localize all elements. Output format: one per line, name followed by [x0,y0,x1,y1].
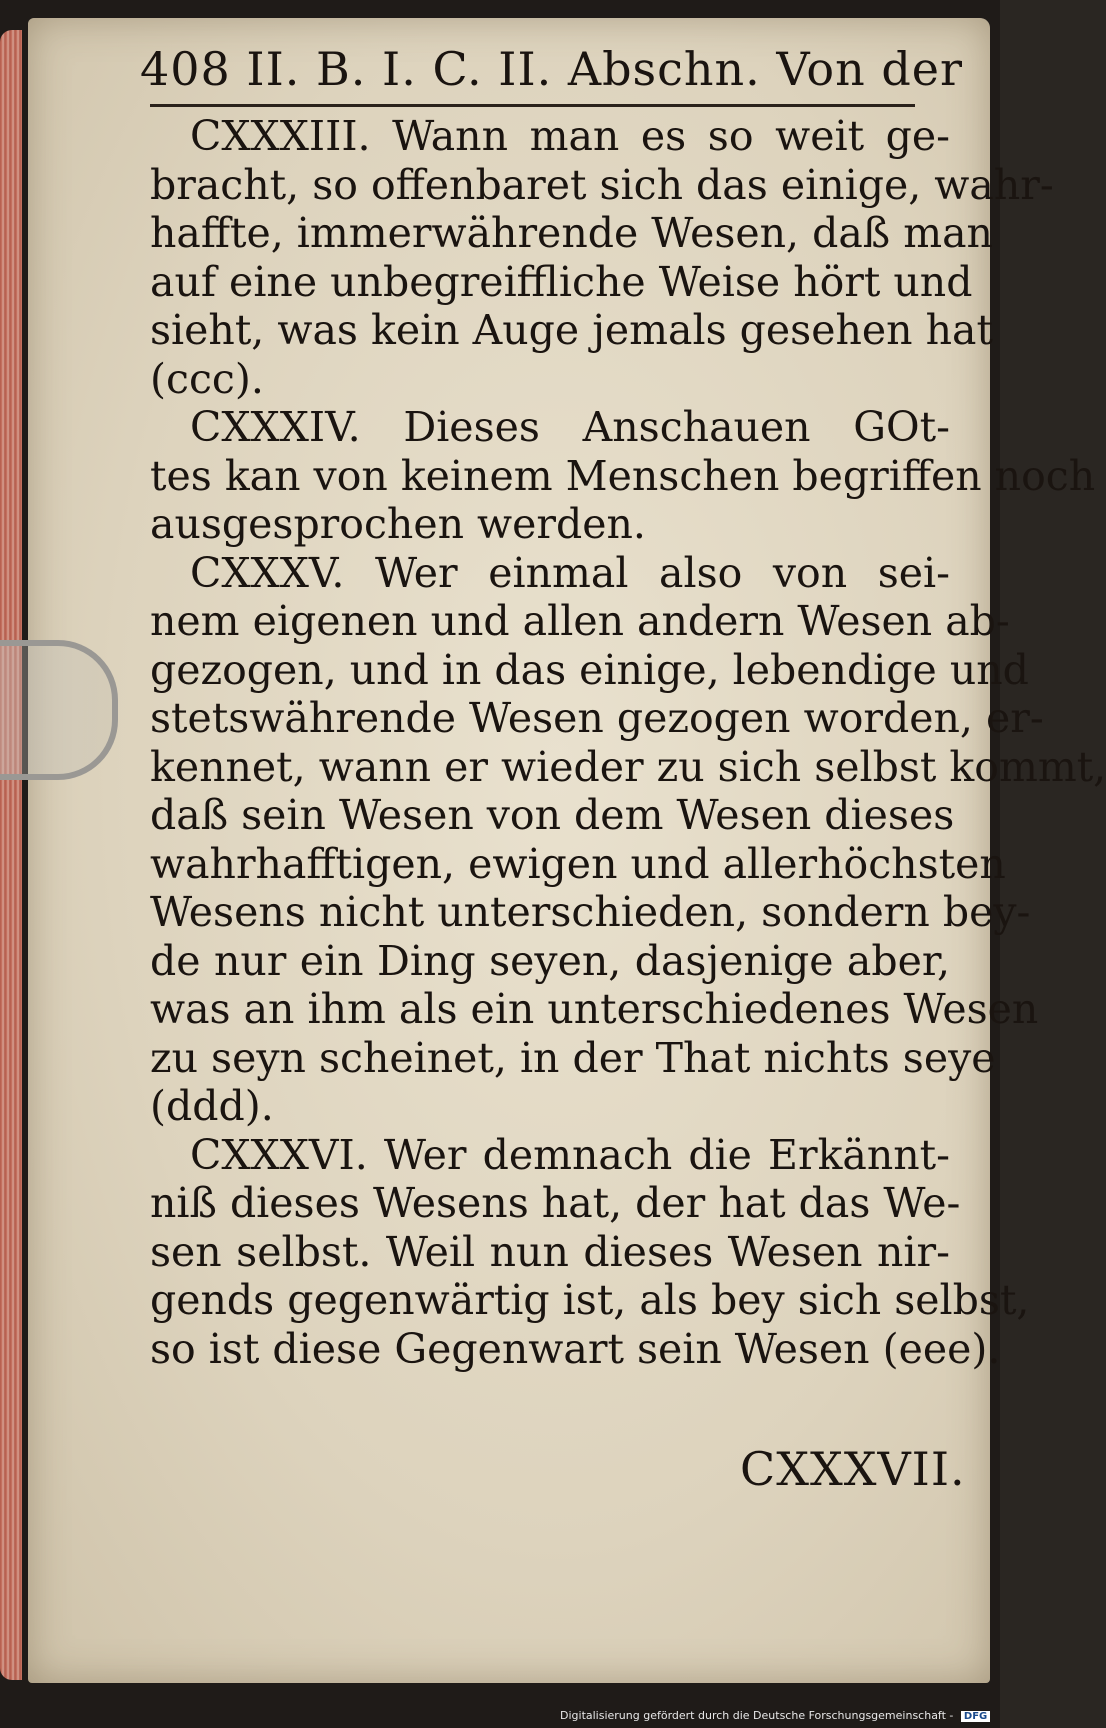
text-line: zu seyn scheinet, in der That nichts seye [150,1033,996,1082]
text-line: auf eine unbegreiffliche Weise hört und [150,257,973,306]
credit-text: Digitalisierung gefördert durch die Deutsche Forschungsgemeinschaft - [560,1709,954,1722]
text-line: so ist diese Gegenwart sein Wesen (eee). [150,1324,1001,1373]
running-header: 408 II. B. I. C. II. Abschn. Von der [140,42,963,96]
text-line: sieht, was kein Auge jemals gesehen hat [150,306,993,354]
text-line: sen selbst. Weil nun dieses Wesen nir- [150,1227,950,1276]
paragraph-start-line: CXXXVI. Wer demnach die Erkännt- [190,1130,950,1179]
text-line: ausgesprochen werden. [150,500,646,548]
paragraph-start-line: CXXXIV. Dieses Anschauen GOt- [190,403,950,451]
text-line: gends gegenwärtig ist, als bey sich selbst, [150,1276,1030,1324]
paragraph-start-line: CXXXV. Wer einmal also von sei- [190,548,950,597]
text-line: gezogen, und in das einige, lebendige und [150,645,1029,694]
body-text [150,112,1106,1373]
text-line: Wesens nicht unterschieden, sondern bey- [150,888,1031,936]
text-line: nem eigenen und allen andern Wesen ab- [150,597,1010,645]
text-line: was an ihm als ein unterschiedenes Wesen [150,985,1039,1033]
text-line: haffte, immerwährende Wesen, daß man [150,209,993,257]
text-line: stetswährende Wesen gezogen worden, er- [150,694,1044,742]
digitization-credit [560,1709,990,1722]
text-line: (ccc). [150,354,264,403]
metal-clip [0,640,118,780]
header-rule [150,104,915,107]
text-line: wahrhafftigen, ewigen und allerhöchsten [150,839,1006,888]
dfg-logo: DFG [961,1711,990,1722]
text-line: (ddd). [150,1082,274,1130]
text-line: daß sein Wesen von dem Wesen dieses [150,791,955,839]
text-line: kennet, wann er wieder zu sich selbst kommt, [150,742,1106,791]
page-edge [0,30,22,1680]
text-line: niß dieses Wesens hat, der hat das We- [150,1179,961,1227]
catchword: CXXXVII. [740,1442,966,1496]
text-line: tes kan von keinem Menschen begriffen noch [150,451,1096,500]
text-line: de nur ein Ding seyen, dasjenige aber, [150,936,950,985]
paragraph-start-line: CXXXIII. Wann man es so weit ge- [190,112,950,160]
text-line: bracht, so offenbaret sich das einige, wahr- [150,160,1054,209]
